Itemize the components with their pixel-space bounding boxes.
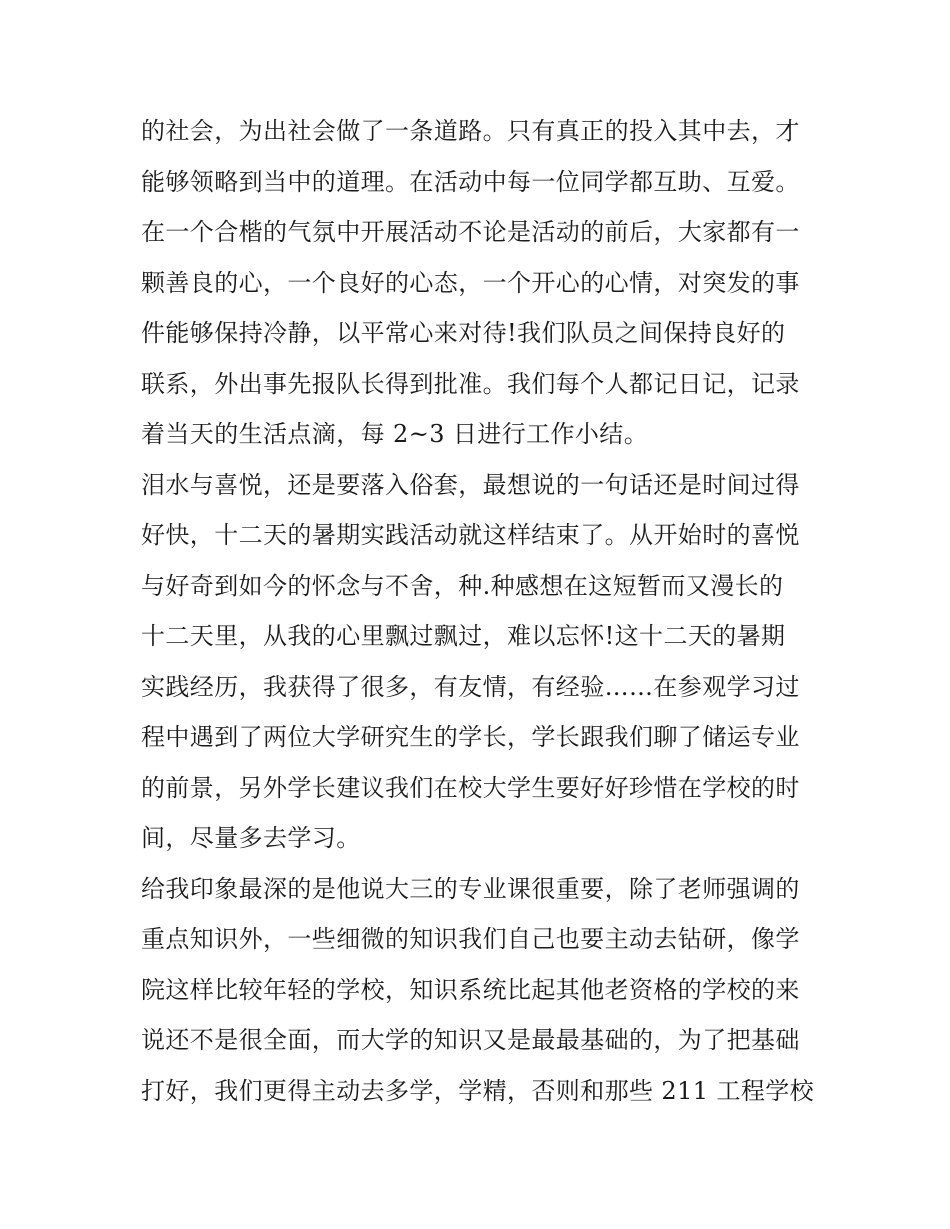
text-line-17: 重点知识外，一些细微的知识我们自己也要主动去钻研，像学	[141, 925, 800, 953]
text-line-1: 的社会，为出社会做了一条道路。只有真正的投入其中去，才	[141, 117, 800, 145]
text-line-3: 在一个合楷的气氛中开展活动不论是活动的前后，大家都有一	[141, 218, 800, 246]
text-line-2: 能够领略到当中的道理。在活动中每一位同学都互助、互爱。	[141, 167, 800, 196]
text-line-15: 间，尽量多去学习。	[141, 824, 361, 852]
text-line-10: 与好奇到如今的怀念与不舍，种.种感想在这短暂而又漫长的	[141, 571, 784, 600]
text-line-13: 程中遇到了两位大学研究生的学长，学长跟我们聊了储运专业	[141, 723, 800, 751]
text-line-19: 说还不是很全面，而大学的知识又是最最基础的，为了把基础	[141, 1026, 800, 1054]
text-line-20: 打好，我们更得主动去多学，学精，否则和那些 211 工程学校	[141, 1076, 815, 1105]
text-line-4: 颗善良的心，一个良好的心态，一个开心的心情，对突发的事	[141, 268, 800, 297]
body-text	[141, 106, 821, 1116]
text-line-16: 给我印象最深的是他说大三的专业课很重要，除了老师强调的	[141, 874, 800, 903]
text-line-12: 实践经历，我获得了很多，有友情，有经验……在参观学习过	[141, 672, 800, 701]
text-line-9: 好快，十二天的暑期实践活动就这样结束了。从开始时的喜悦	[141, 521, 800, 549]
text-line-8: 泪水与喜悦，还是要落入俗套，最想说的一句话还是时间过得	[141, 470, 800, 499]
text-line-5: 件能够保持冷静，以平常心来对待!我们队员之间保持良好的	[141, 319, 786, 347]
text-line-6: 联系，外出事先报队长得到批准。我们每个人都记日记，记录	[141, 369, 800, 398]
text-line-7: 着当天的生活点滴，每 2~3 日进行工作小结。	[141, 420, 649, 448]
text-line-14: 的前景，另外学长建议我们在校大学生要好好珍惜在学校的时	[141, 773, 800, 802]
text-line-11: 十二天里，从我的心里飘过飘过，难以忘怀!这十二天的暑期	[141, 622, 786, 650]
text-line-18: 院这样比较年轻的学校，知识系统比起其他老资格的学校的来	[141, 975, 800, 1004]
